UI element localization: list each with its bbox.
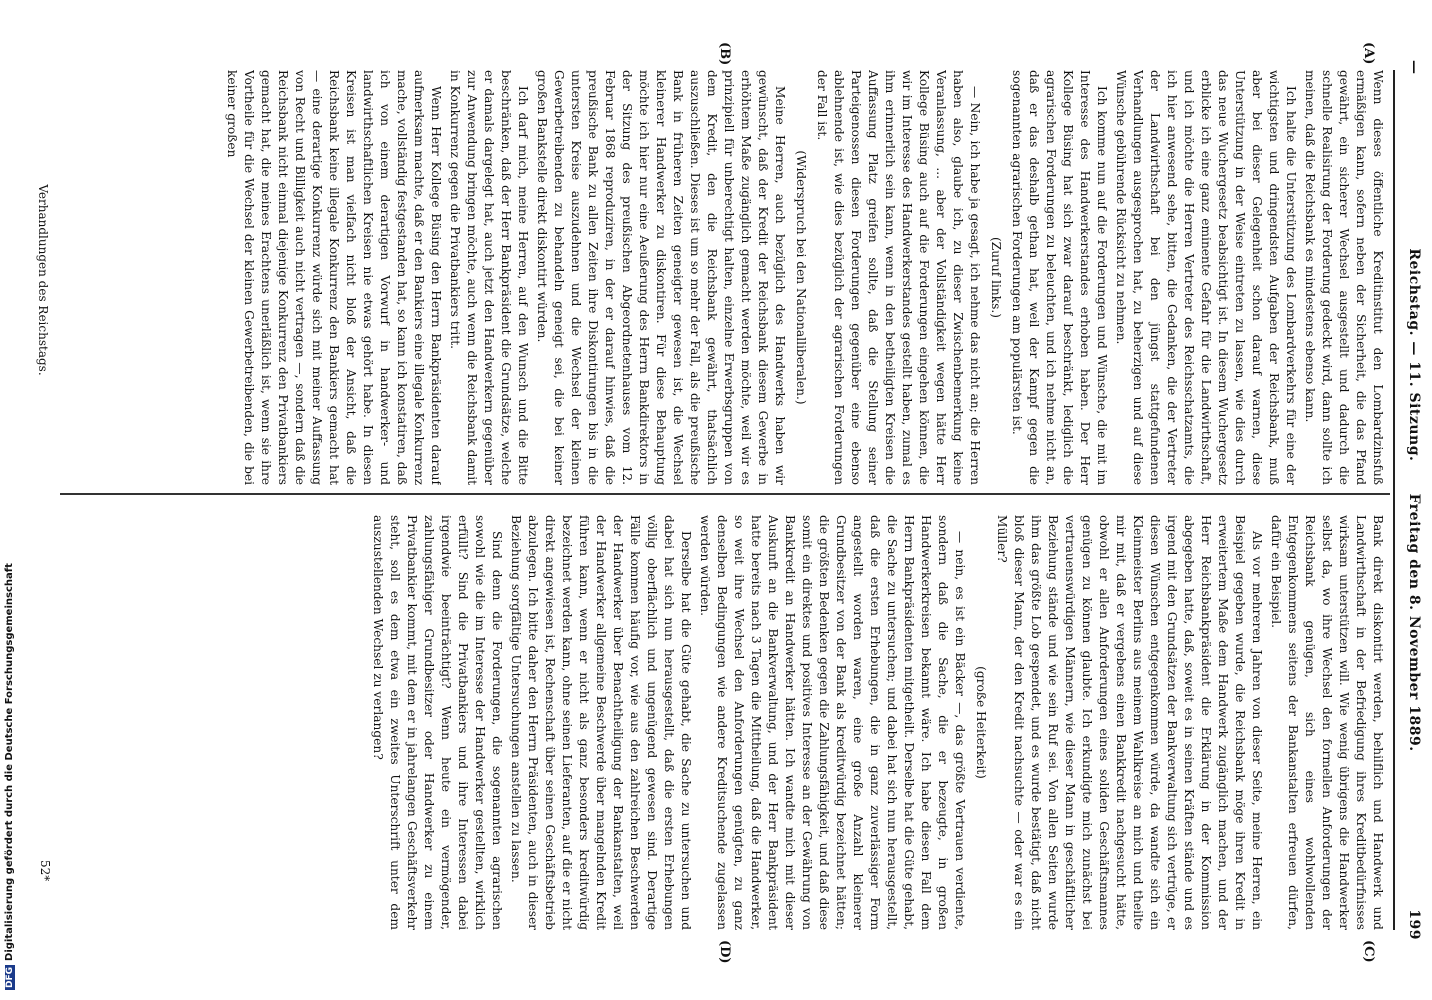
paragraph: Ich halte die Unterstützung des Lombardverkehrs für eine der wichtigsten und dringendsten Aufgaben der Reichsbank, muß aber bei dieser Gelegenheit schon darauf warnen, diese Unterstützung in der Weise eintreten zu lassen, wie dies durch das neue Wuchergesetz beabsichtigt ist. In diesem Wuchergesetz erblicke ich eine ganz eminente Gefahr für die Landwirthschaft, und ich möchte die Herren Vertreter des Reichsschatzamts, die ich hier anwesend sehe, bitten, die Gedanken, die der Vertreter der Landwirthschaft bei den jüngst stattgefundenen Verhandlungen ausgesprochen hat, zu beherzigen und auf diese Wünsche gebührende Rücksicht zu nehmen.	[1114, 70, 1298, 485]
margin-mark-d: (D)	[717, 940, 732, 964]
right-column	[66, 515, 1386, 930]
paragraph: Wenn dieses öffentliche Kreditinstitut den Lombardzinsfuß ermäßigen kann, sofern neben der Sicherheit, die das Pfand gewährt, ein sicherer Wechsel ausgestellt und dadurch die schnelle Realisirung der Forderung gedeckt wird, dann sollte ich meinen, daß die Reichsbank es mindestens ebenso kann.	[1303, 70, 1385, 485]
left-column-footer: Verhandlungen des Reichstags.	[36, 184, 50, 376]
paragraph: Als vor mehreren Jahren von dieser Seite, meine Herren, ein Beispiel gegeben wurde, die Reichsbank möge ihren Kredit in erweitertem Maße dem Handwerk zugänglich machen, und der Herr Reichsbankpräsident die Erklärung in der Kommission abgegeben hatte, daß, soweit es in seinen Kräften stände und es irgend mit den Grundsätzen der Bankverwaltung sich vertrüge, er diesen Wünschen entgegenkommen würde, da wandte sich ein Kleinmeister Berlins aus meinem Wahlkreise an mich und theilte mir mit, daß er vergebens einen Bankkredit nachgesucht hätte, obwohl er allen Anforderungen eines soliden Geschäftsmannes genügen zu können glaubte. Ich erkundigte mich zunächst bei vertrauenswürdigen Männern, wie dieser Mann in geschäftlicher Beziehung stände und wie sein Ruf sei. Von allen Seiten wurde ihm das größte Lob gespendet, und es wurde bestätigt, daß nicht bloß dieser Mann, der den Kredit nachsuchte — oder war es ein Müller?	[995, 515, 1264, 930]
margin-mark-c: (C)	[1361, 940, 1376, 963]
paragraph: Wenn Herr Kollege Büsing den Herrn Bankpräsidenten darauf aufmerksam machte, daß er den Bankiers eine illegale Konkurrenz mache, vollständig festgestanden hat, so kann ich konstatiren, daß ich von einem derartigen Vorwurf in handwerker- und landwirthschaftlichen Kreisen nie etwas gehört habe. In diesen Kreisen ist man vielfach nicht bloß der Ansicht, daß die Reichsbank keine illegale Konkurrenz den Bankiers gemacht hat — eine derartige Konkurrenz würde sich mit meiner Auffassung von Recht und Billigkeit auch nicht vertragen —, sondern daß die Reichsbank nicht einmal diejenige Konkurrenz den Privatbankiers gemacht hat, die meines Erachtens unerläßlich ist, wenn sie ihre Vortheile für die Wechsel der kleinen Gewerbetreibenden, die bei keiner großen	[225, 70, 443, 485]
paragraph: — Nein, ich habe ja gesagt, ich nehme das nicht an; die Herren haben also, glaube ich, zu dieser Zwischenbemerkung keine Veranlassung, ... aber der Vollständigkeit wegen hätte Herr Kollege Büsing auch auf die Forderungen eingehen können, die wir im Interesse des Handwerkerstandes gestellt haben, zumal es ihm erinnerlich sein kann, wenn in den betheiligten Kreisen die Auffassung Platz greifen sollte, daß die Stellung seiner Parteigenossen diesen Forderungen gegenüber eine ebenso ablehnende ist, wie dies bezüglich der agrarischen Forderungen der Fall ist.	[815, 70, 982, 485]
margin-mark-a: (A)	[1361, 42, 1376, 65]
interjection: (Zuruf links.)	[989, 236, 1003, 319]
paragraph: Derselbe hat die Güte gehabt, die Sache zu untersuchen und dabei hat sich nun herausgestellt, daß die ersten Erhebungen völlig oberflächlich und ungenügend gewesen sind. Derartige Fälle kommen häufig vor, wie aus den zahlreichen Beschwerden der Handwerker über Benachtheiligung der Bankanstalten, weil der Handwerker allgemeine Beschwerde über mangelnden Kredit führen kann, wenn er nicht als ganz besonders kreditwürdig bezeichnet werden kann, ohne seinen Lieferanten, auf die er nicht direkt angewiesen ist, Rechenschaft über seinen Geschäftsbetrieb abzulegen. Ich bitte daher den Herrn Präsidenten, auch in dieser Beziehung sorgfältige Untersuchungen anstellen zu lassen.	[509, 515, 693, 930]
dfg-logo: DFG	[5, 966, 15, 988]
session-date: Freitag den 8. November 1889.	[1406, 493, 1422, 752]
page-signature: 52*	[38, 860, 52, 882]
paragraph: — nein, es ist ein Bäcker —, das größte Vertrauen verdiente, sondern daß die Sache, die er bezeugte, in großen Handwerkerkreisen bekannt wäre. Ich habe diesen Fall dem Herrn Bankpräsidenten mitgetheilt. Derselbe hat die Güte gehabt, die Sache zu untersuchen; und dabei hat sich nun herausgestellt, daß die ersten Erhebungen, die in ganz zuverlässiger Form angestellt worden waren, eine große Anzahl kleinerer Grundbesitzer von der Bank als kreditwürdig bezeichnet hätten; die größten Bedenken gegen die Zahlungsfähigkeit, und daß diese somit ein direktes und positives Interesse an der Gewährung von Bankkredit an Handwerker hätten. Ich wandte mich mit dieser Auskunft an die Bankverwaltung, und der Herr Bankpräsident hatte bereits nach 3 Tagen die Mittheilung, daß die Handwerker, so weit ihre Wechsel den Anforderungen genügten, zu ganz denselben Bedingungen wie andere Kreditsuchende zugelassen werden würden.	[698, 515, 967, 930]
paragraph: Ich komme nun auf die Forderungen und Wünsche, die mit im Interesse des Handwerkerstandes erhoben haben. Der Herr Kollege Büsing hat sich zwar darauf beschränkt, lediglich die agrarischen Forderungen zu beleuchten, und ich nehme nicht an, daß er das deshalb gethan hat, weil der Kampf gegen die sogenannten agrarischen Forderungen am populärsten ist.	[1010, 70, 1109, 485]
header-rule	[1393, 70, 1395, 930]
digitization-credit	[4, 563, 15, 990]
paragraph: Ich darf mich, meine Herren, auf den Wunsch und die Bitte beschränken, daß der Herr Bankpräsident die Grundsätze, welche er damals dargelegt hat, auch jetzt den Handwerkern gegenüber zur Anwendung bringen möchte, auch wenn die Reichsbank damit in Konkurrenz gegen die Privatbankiers tritt.	[448, 70, 530, 485]
paragraph: Bank direkt diskontirt werden, behilflich und Handwerk und Landwirthschaft in der Befriedigung ihres Kreditbedürfnisses wirksam unterstützen will. Wie wenig übrigens die Handwerker selbst da, wo ihre Wechsel den formellen Anforderungen der Reichsbank genügen, sich eines wohlwollenden Entgegenkommens seitens der Bankanstalten erfreuen dürfen, dafür ein Beispiel.	[1269, 515, 1385, 930]
margin-mark-b: (B)	[717, 42, 732, 66]
column-divider	[60, 493, 1390, 495]
session-title: Reichstag. — 11. Sitzung.	[1406, 248, 1422, 462]
page-header	[1400, 60, 1426, 940]
left-column	[66, 70, 1386, 485]
header-left: —	[1406, 60, 1422, 75]
credit-text: Digitalisierung gefördert durch die Deutsche Forschungsgemeinschaft	[4, 563, 15, 961]
interjection: (Widerspruch bei den Nationalliberalen.)	[794, 150, 808, 405]
paragraph: Meine Herren, auch bezüglich des Handwerks haben wir gewünscht, daß der Kredit der Reichsbank diesem Gewerbe in erhöhtem Maße zugänglich gemacht werden möchte, weil wir es prinzipiell für unberechtigt halten, einzelne Erwerbsgruppen von dem Kredit, den die Reichsbank gewährt, thatsächlich auszuschließen. Dieses ist um so mehr der Fall, als die preußische Bank in früheren Zeiten geneigter gewesen ist, die Wechsel kleinerer Handwerker zu diskontiren. Für diese Behauptung möchte ich hier nur eine Aeußerung des Herrn Bankdirektors in der Sitzung des preußischen Abgeordnetenhauses vom 12. Februar 1868 reproduziren, in der er darauf hinwies, daß die preußische Bank zu allen Zeiten ihre Diskontirungen bis in die untersten Kreise auszudehnen und die Wechsel der kleinen Gewerbetreibenden zu behandeln geneigt sei, die bei keiner großen Bankstelle direkt diskontirt würden.	[535, 70, 787, 485]
interjection: (große Heiterkeit)	[974, 666, 988, 779]
header-title	[1406, 60, 1422, 940]
page-number: 199	[1406, 909, 1422, 940]
credit-strip	[0, 0, 22, 1000]
paragraph: Sind denn die Forderungen, die sogenannten agrarischen sowohl wie die im Interesse der Handwerker gestellten, wirklich erfüllt? Sind die Privatbankiers und ihre Interessen dabei irgendwie beeinträchtigt? Wenn heute ein vermögender, zahlungsfähiger Grundbesitzer oder Handwerker zu einem Privatbankier kommt, mit dem er in jahrelangen Geschäftsverkehr steht, soll es dem etwa ein zweites Unterschrift unter dem auszustellenden Wechsel zu verlangen?	[371, 515, 504, 930]
